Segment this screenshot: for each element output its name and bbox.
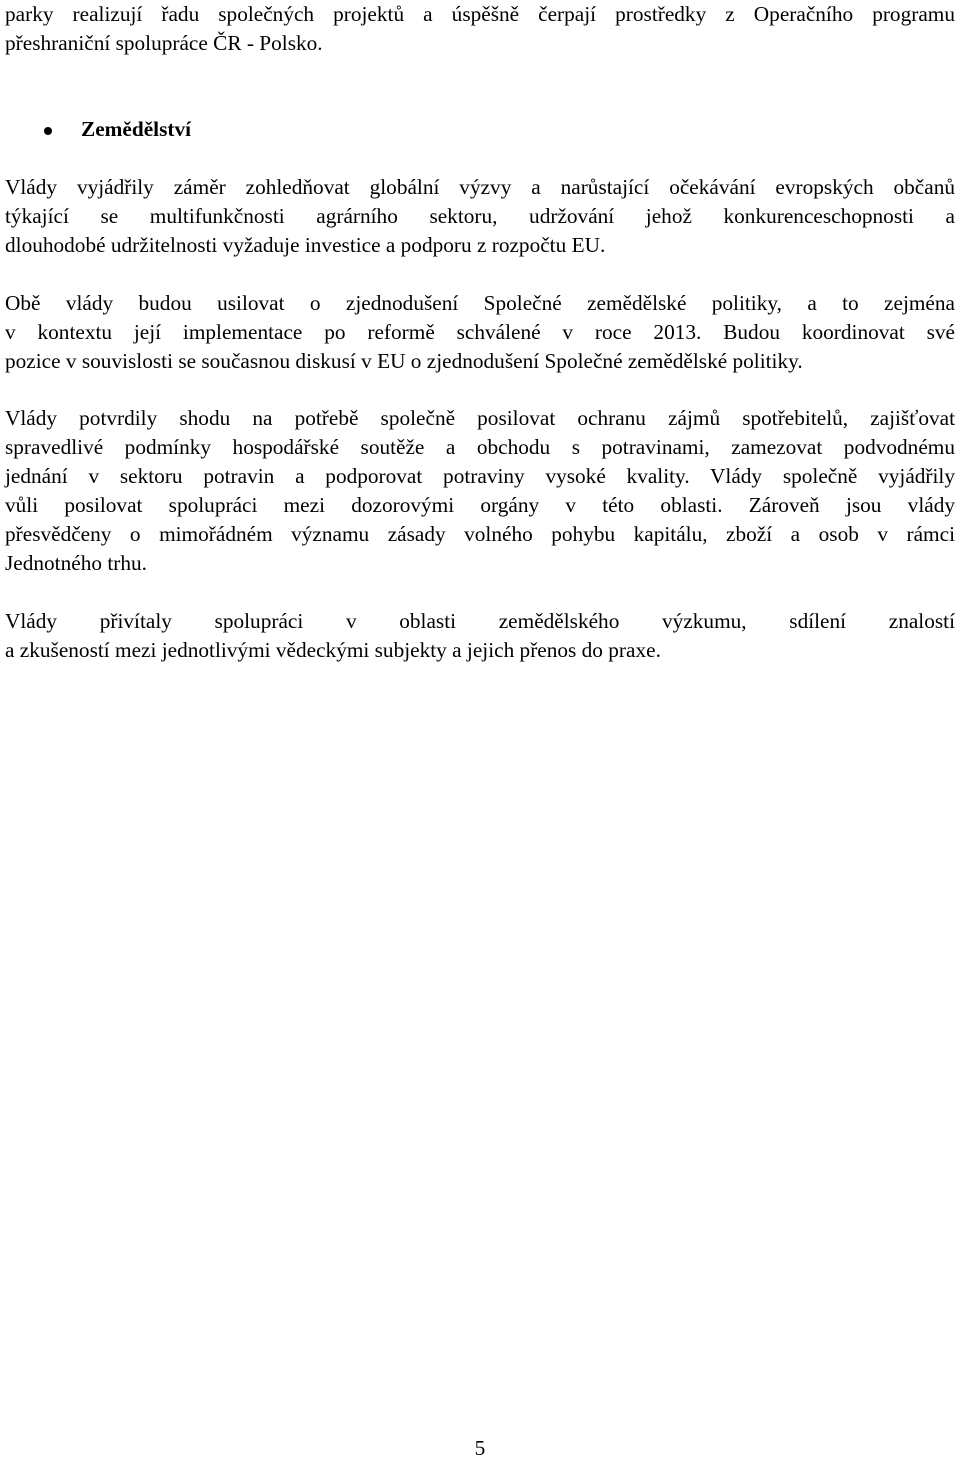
paragraph-3-line-6: Jednotného trhu. — [5, 551, 147, 575]
paragraph-3-line-4: vůli posilovat spolupráci mezi dozorovými orgány v této oblasti. Zároveň jsou vlády — [5, 493, 955, 517]
paragraph-3 — [5, 404, 955, 578]
paragraph-2-line-3: pozice v souvislosti se současnou diskusí v EU o zjednodušení Společné zemědělské politiky. — [5, 349, 803, 373]
intro-line-2: přeshraniční spolupráce ČR - Polsko. — [5, 31, 323, 55]
intro-paragraph — [5, 0, 955, 58]
paragraph-2 — [5, 289, 955, 376]
paragraph-4-line-1: Vlády přivítaly spolupráci v oblasti zemědělského výzkumu, sdílení znalostí — [5, 609, 955, 633]
paragraph-3-line-3: jednání v sektoru potravin a podporovat potraviny vysoké kvality. Vlády společně vyjádřily — [5, 464, 955, 488]
paragraph-1 — [5, 173, 955, 260]
paragraph-4-line-2: a zkušeností mezi jednotlivými vědeckými subjekty a jejich přenos do praxe. — [5, 638, 661, 662]
paragraph-3-line-1: Vlády potvrdily shodu na potřebě společně posilovat ochranu zájmů spotřebitelů, zajišťovat — [5, 406, 955, 430]
paragraph-1-line-1: Vlády vyjádřily záměr zohledňovat globální výzvy a narůstající očekávání evropských občanů — [5, 175, 955, 199]
paragraph-4 — [5, 607, 955, 665]
paragraph-2-line-2: v kontextu její implementace po reformě schválené v roce 2013. Budou koordinovat své — [5, 320, 955, 344]
intro-line-1: parky realizují řadu společných projektů a úspěšně čerpají prostředky z Operačního programu — [5, 2, 955, 26]
paragraph-3-line-5: přesvědčeny o mimořádném významu zásady volného pohybu kapitálu, zboží a osob v rámci — [5, 522, 955, 546]
paragraph-2-line-1: Obě vlády budou usilovat o zjednodušení Společné zemědělské politiky, a to zejména — [5, 291, 955, 315]
paragraph-1-line-3: dlouhodobé udržitelnosti vyžaduje investice a podporu z rozpočtu EU. — [5, 233, 606, 257]
section-heading-text: Zemědělství — [81, 117, 192, 141]
page-number: 5 — [474, 1436, 486, 1460]
bullet-icon — [44, 127, 52, 135]
paragraph-1-line-2: týkající se multifunkčnosti agrárního sektoru, udržování jehož konkurenceschopnosti a — [5, 204, 955, 228]
paragraph-3-line-2: spravedlivé podmínky hospodářské soutěže a obchodu s potravinami, zamezovat podvodnému — [5, 435, 955, 459]
